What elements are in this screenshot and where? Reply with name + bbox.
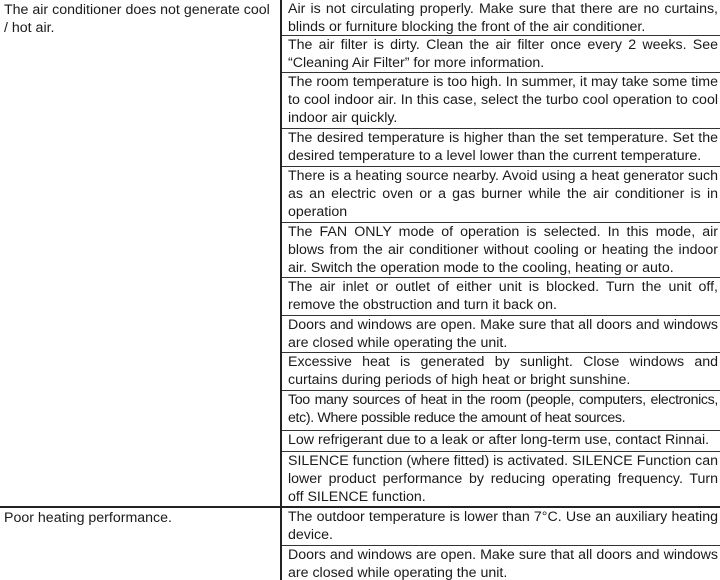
cause-solution-cell: The room temperature is too high. In summer, it may take some time to cool indoor air. In this case, select the turbo cool operation to cool indoor air quickly. (282, 73, 720, 129)
cause-solution-cell: There is a heating source nearby. Avoid using a heat generator such as an electric oven or a gas burner while the air conditioner is in operation (282, 167, 720, 223)
problem-description: Poor heating performance. (4, 510, 172, 526)
cause-solution-cell: Low refrigerant due to a leak or after long-term use, contact Rinnai. (282, 431, 720, 452)
cause-solution-cell: Doors and windows are open. Make sure that all doors and windows are closed while operating the unit. (288, 547, 718, 580)
cause-solution-cell: Too many sources of heat in the room (people, computers, electronics, etc). Where possible reduce the amount of heat sources. (282, 391, 720, 431)
cause-solution-cell: Excessive heat is generated by sunlight. Close windows and curtains during periods of high heat or bright sunshine. (282, 353, 720, 391)
cause-solution-cell: The air inlet or outlet of either unit is blocked. Turn the unit off, remove the obstruction and turn it back on. (282, 278, 720, 316)
cause-solution-cell: Doors and windows are open. Make sure that all doors and windows are closed while operating the unit. (282, 316, 720, 353)
cause-solution-cell: The air filter is dirty. Clean the air filter once every 2 weeks. See “Cleaning Air Filter” for more information. (282, 36, 720, 73)
cause-solution-cell: SILENCE function (where fitted) is activated. SILENCE Function can lower product performance by reducing operating frequency. Turn off SILENCE function. (288, 453, 718, 506)
problem-description: The air conditioner does not generate cool / hot air. (4, 2, 270, 36)
troubleshooting-section (0, 508, 720, 580)
cause-solution-cell: The FAN ONLY mode of operation is selected. In this mode, air blows from the air conditioner without cooling or heating the indoor air. Switch the operation mode to the cooling, heating or auto. (282, 223, 720, 278)
cause-solution-cell: The desired temperature is higher than the set temperature. Set the desired temperature to a level lower than the current temperature. (282, 129, 720, 167)
cause-solution-cell: Air is not circulating properly. Make sure that there are no curtains, blinds or furniture blocking the front of the air conditioner. (282, 0, 720, 36)
cause-solution-cell: The outdoor temperature is lower than 7°C. Use an auxiliary heating device. (282, 508, 720, 546)
